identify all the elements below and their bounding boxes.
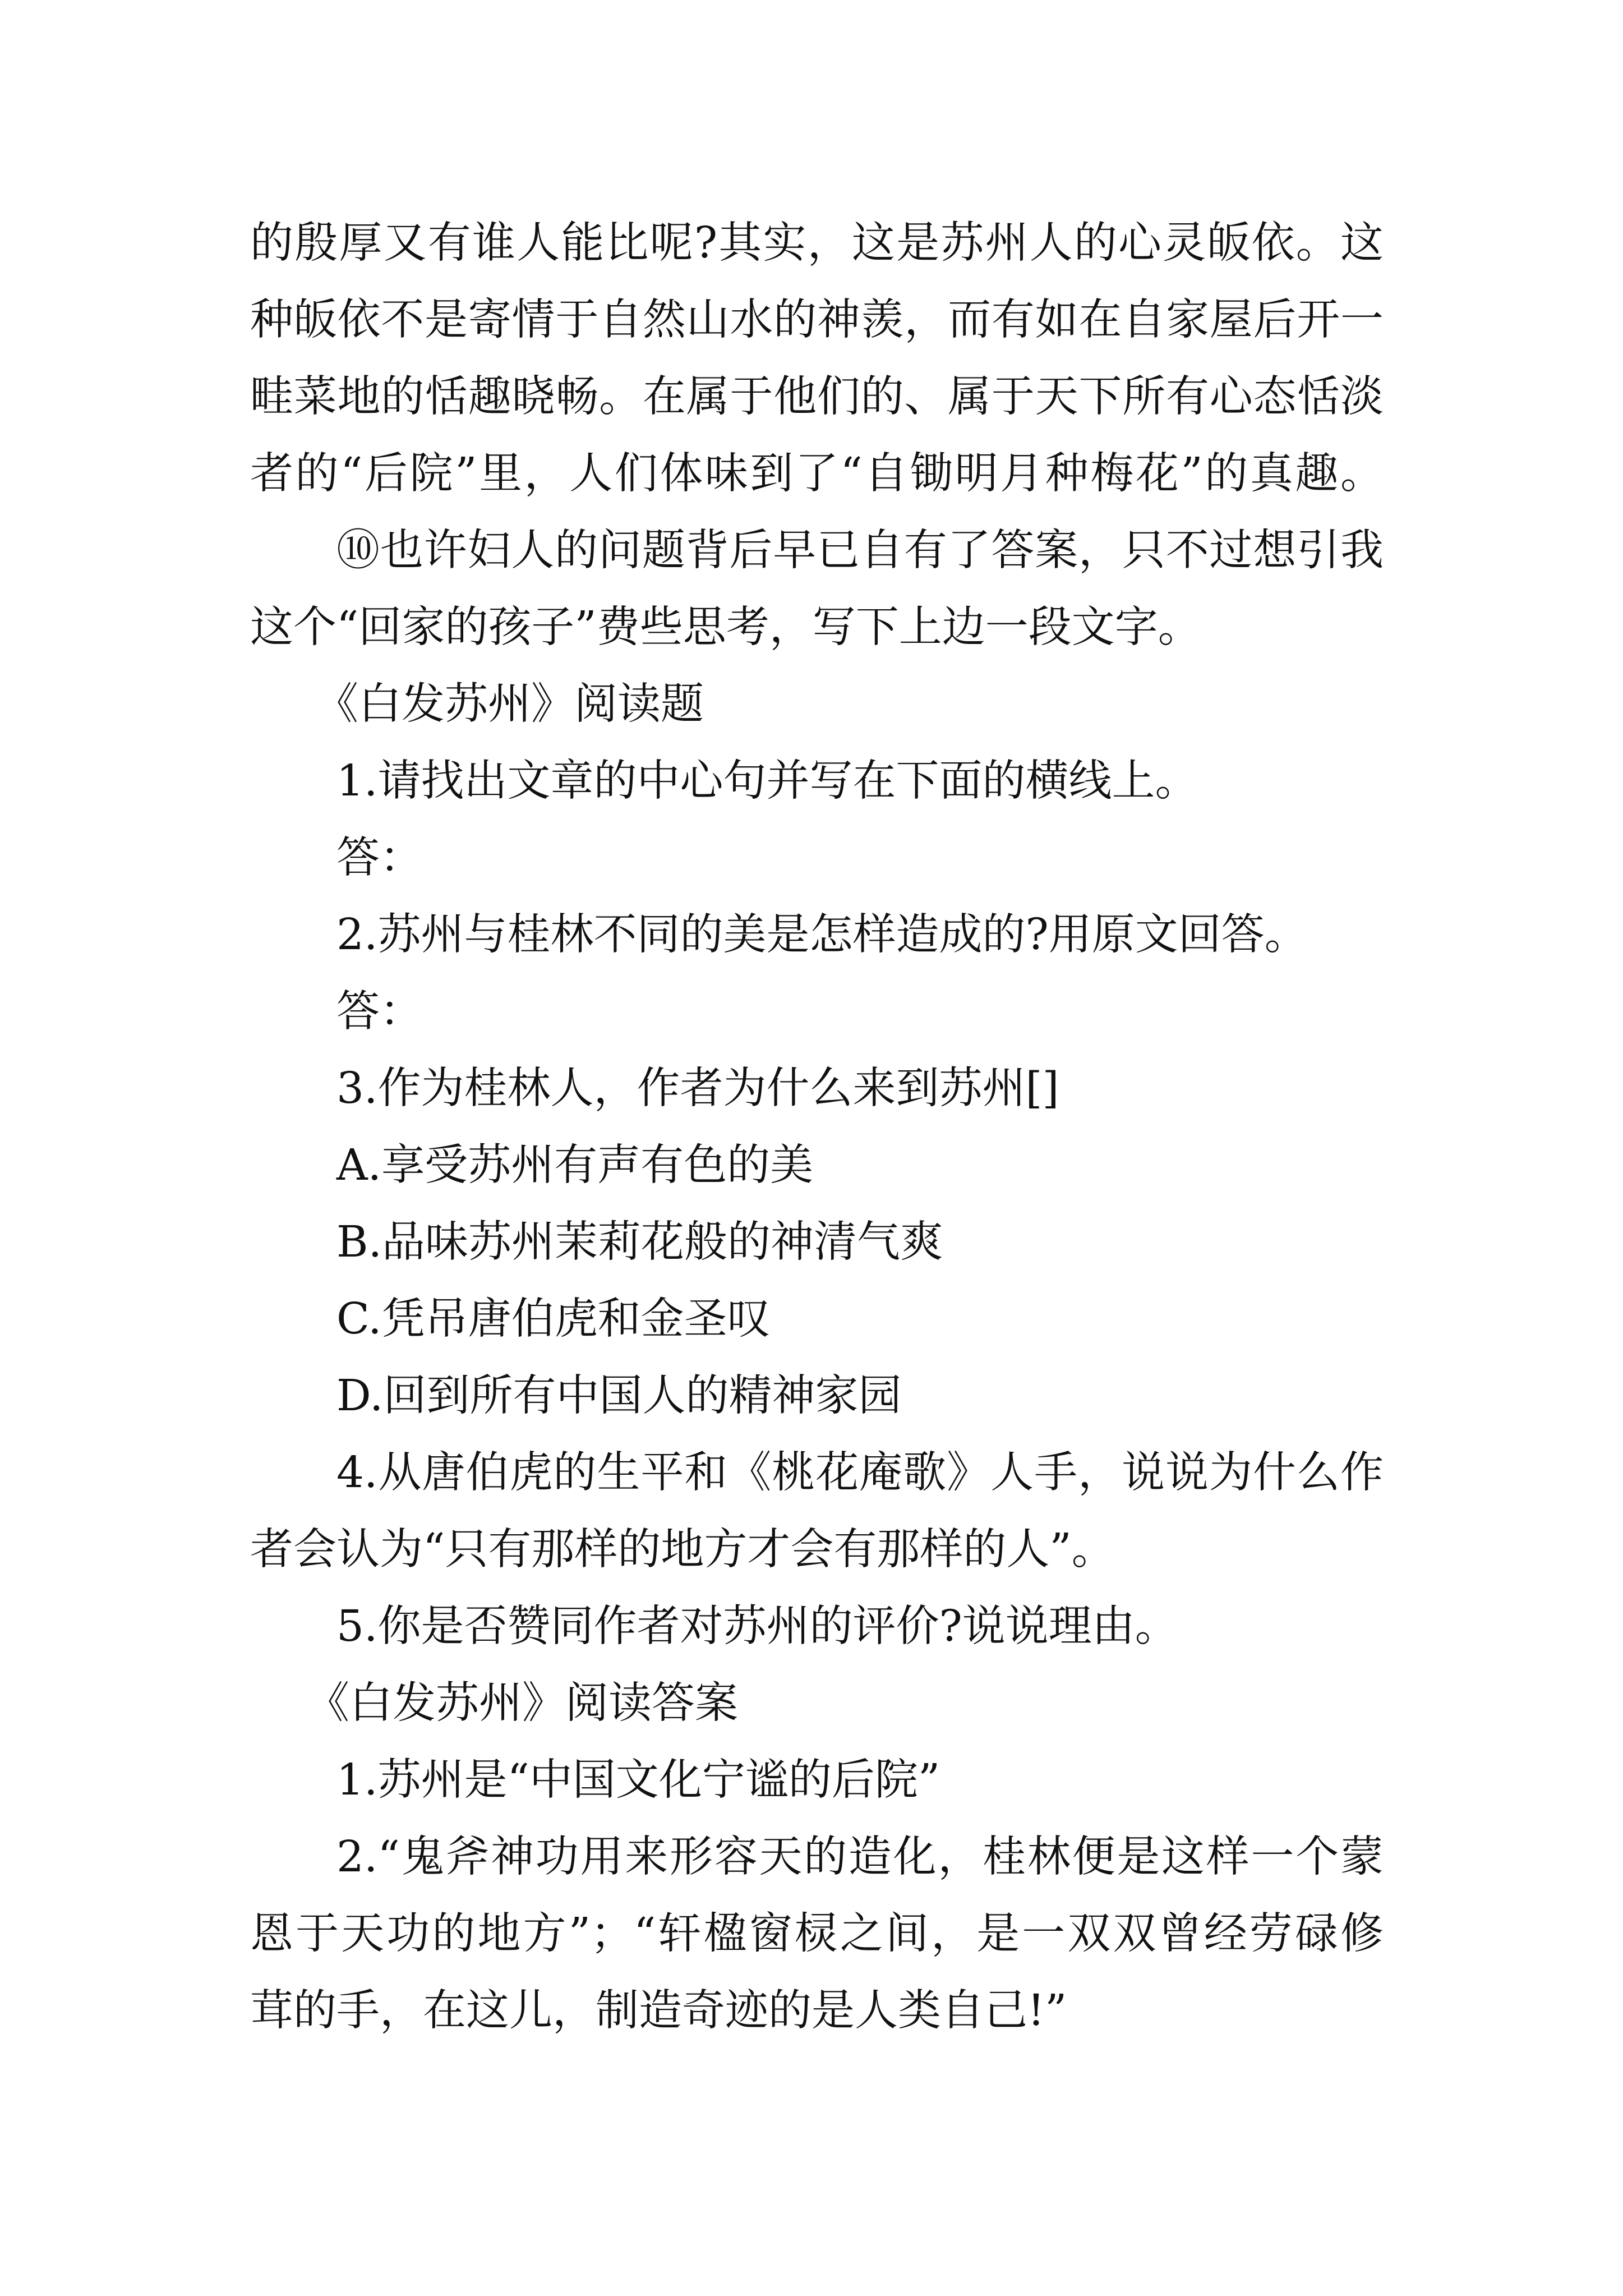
question-5: 5.你是否赞同作者对苏州的评价?说说理由。 [336, 1602, 1178, 1651]
question-2: 2.苏州与桂林不同的美是怎样造成的?用原文回答。 [336, 910, 1308, 960]
answers-title: 《白发苏州》阅读答案 [306, 1678, 738, 1728]
answer-2-line: 恩于天功的地方”；“轩楹窗棂之间，是一双双曾经劳碌修 [250, 1909, 1384, 1959]
passage [250, 205, 1384, 666]
question-3: 3.作为桂林人，作者为什么来到苏州[] [336, 1064, 1059, 1114]
answer-2-line: 2.“鬼斧神功用来形容天的造化，桂林便是这样一个蒙 [336, 1832, 1384, 1882]
question-4-line: 者会认为“只有那样的地方才会有那样的人”。 [250, 1525, 1115, 1575]
passage-line: ⑩也许妇人的问题背后早已自有了答案，只不过想引我 [336, 526, 1384, 576]
question-1: 1.请找出文章的中心句并写在下面的横线上。 [336, 756, 1198, 806]
passage-line: 畦菜地的恬趣晓畅。在属于他们的、属于天下所有心态恬淡 [250, 372, 1384, 422]
question-2-answer-label: 答： [336, 987, 423, 1037]
passage-line: 种皈依不是寄情于自然山水的神羡，而有如在自家屋后开一 [250, 295, 1384, 345]
question-3-option-a: A.享受苏州有声有色的美 [336, 1140, 814, 1190]
answer-2-line: 茸的手，在这儿，制造奇迹的是人类自己!” [250, 1986, 1067, 2036]
passage-line: 者的“后院”里，人们体味到了“自锄明月种梅花”的真趣。 [250, 449, 1384, 499]
question-3-option-c: C.凭吊唐伯虎和金圣叹 [336, 1294, 771, 1344]
answer-1: 1.苏州是“中国文化宁谧的后院” [336, 1755, 940, 1805]
passage-line: 这个“回家的孩子”费些思考，写下上边一段文字。 [250, 602, 1201, 652]
question-3-option-b: B.品味苏州茉莉花般的神清气爽 [336, 1217, 944, 1267]
question-3-option-d: D.回到所有中国人的精神家园 [336, 1371, 902, 1421]
quiz-section [250, 666, 1384, 1665]
answers-section [250, 1665, 1384, 2049]
quiz-title: 《白发苏州》阅读题 [315, 679, 704, 729]
document-page [250, 205, 1384, 2049]
question-4-line: 4.从唐伯虎的生平和《桃花庵歌》人手，说说为什么作 [336, 1448, 1384, 1498]
question-1-answer-label: 答： [336, 833, 423, 883]
passage-line: 的殷厚又有谁人能比呢?其实，这是苏州人的心灵皈依。这 [250, 218, 1384, 268]
